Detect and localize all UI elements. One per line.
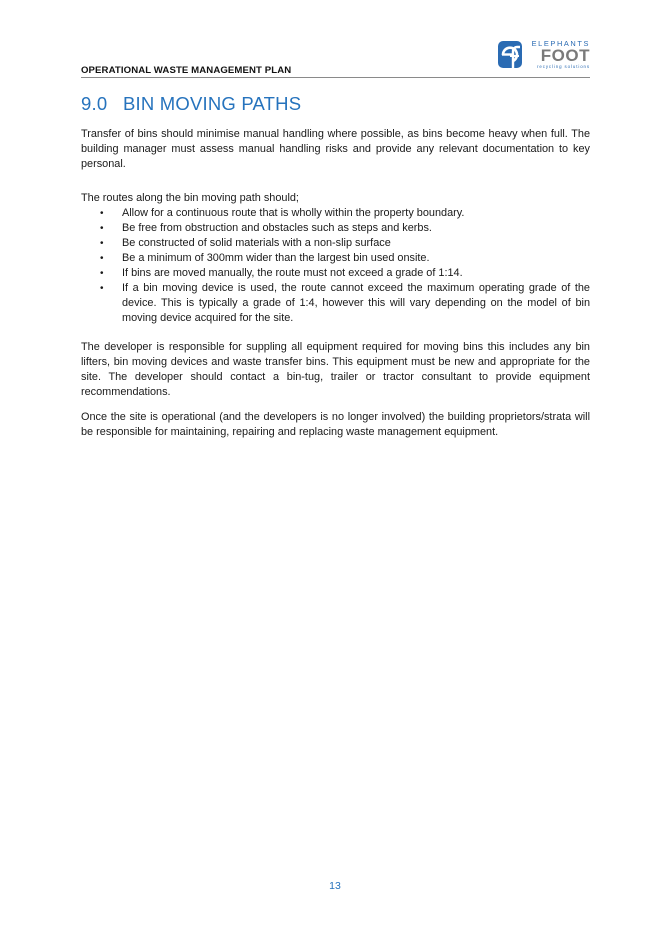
elephants-foot-logo [497,37,591,71]
developer-paragraph: The developer is responsible for suppling all equipment required for moving bins this includes any bin lifters, bin moving devices and waste transfer bins. This equipment must be new and appropriate for the site. The developer should contact a bin-tug, trailer or tractor consultant to provide equipment recommendations. [81,341,590,398]
intro-paragraph: Transfer of bins should minimise manual handling where possible, as bins become heavy when full. The building manager must assess manual handling risks and provide any relevant documentation to key personal. [81,128,590,170]
bullet-icon: • [100,238,104,249]
bullet-icon: • [100,268,104,279]
bullet-icon: • [100,208,104,219]
bullet-icon: • [100,223,104,234]
logo-tagline: recycling solutions [537,64,590,69]
list-item: • Allow for a continuous route that is wholly within the property boundary. [100,207,465,219]
list-item: • If bins are moved manually, the route must not exceed a grade of 1:14. [100,267,463,279]
section-number: 9.0 [81,93,108,114]
logo-top-text: ELEPHANTS [531,39,590,48]
operational-paragraph: Once the site is operational (and the developers is no longer involved) the building proprietors/strata will be responsible for maintaining, repairing and replacing waste management equipment. [81,411,590,438]
routes-lead-paragraph: The routes along the bin moving path should; [81,192,299,204]
bullet-icon: • [100,283,104,294]
logo-main-text: FOOT [540,46,590,65]
list-item: • Be a minimum of 300mm wider than the largest bin used onsite. [100,252,430,264]
list-item: • If a bin moving device is used, the route cannot exceed the maximum operating grade of the device. This is typically a grade of 1:4, however this will vary depending on the model of bin moving device acquired for the site. [100,282,590,324]
header-divider [81,77,590,78]
list-item: • Be free from obstruction and obstacles such as steps and kerbs. [100,222,432,234]
section-title: BIN MOVING PATHS [123,93,302,114]
header-title: OPERATIONAL WASTE MANAGEMENT PLAN [81,65,292,76]
list-item: • Be constructed of solid materials with a non-slip surface [100,237,391,249]
bullet-icon: • [100,253,104,264]
section-heading [81,93,301,115]
page-number: 13 [329,880,341,892]
route-requirements-list [81,206,590,326]
